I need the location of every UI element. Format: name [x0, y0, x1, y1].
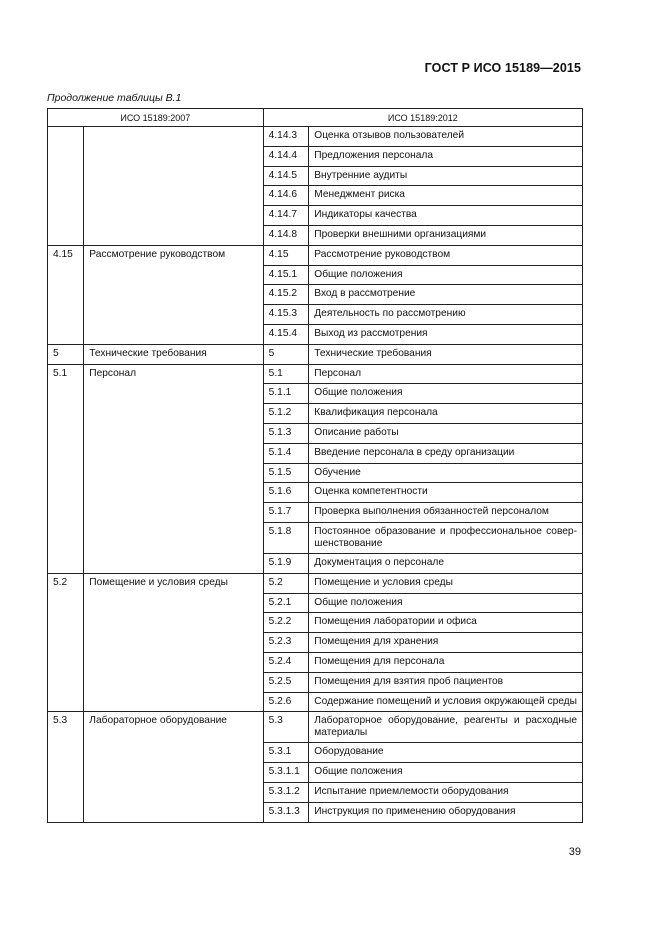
iso2007-clause-number: 4.15 [48, 245, 84, 344]
iso2012-clause-title: Помещения для хранения [309, 633, 583, 653]
iso2012-clause-number: 5.2.3 [263, 633, 309, 653]
iso2007-clause-title [84, 127, 263, 246]
iso2012-clause-number: 5.2.1 [263, 593, 309, 613]
iso2012-clause-title: Рассмотрение руководством [309, 245, 583, 265]
iso2012-clause-number: 5.2.6 [263, 692, 309, 712]
iso2012-clause-title: Оценка компетентности [309, 483, 583, 503]
iso2012-clause-title: Испытание приемлемости оборудования [309, 782, 583, 802]
iso2012-clause-number: 5.1.2 [263, 404, 309, 424]
iso2012-clause-number: 5.2.5 [263, 672, 309, 692]
iso2012-clause-title: Проверки внешними организациями [309, 225, 583, 245]
iso2012-clause-title: Персонал [309, 364, 583, 384]
iso2012-clause-number: 5.3 [263, 712, 309, 743]
iso2012-clause-number: 5.2 [263, 573, 309, 593]
iso2012-clause-number: 5.1.9 [263, 553, 309, 573]
table-row [48, 245, 583, 265]
iso2012-clause-title: Общие положения [309, 593, 583, 613]
iso2012-clause-number: 4.15.2 [263, 285, 309, 305]
table-row [48, 127, 583, 147]
iso2012-clause-title: Внутренние аудиты [309, 166, 583, 186]
iso2012-clause-number: 5.1.6 [263, 483, 309, 503]
iso2012-clause-title: Помещение и условия среды [309, 573, 583, 593]
iso2012-clause-number: 4.15.4 [263, 324, 309, 344]
table-row [48, 344, 583, 364]
iso2012-clause-title: Менеджмент риска [309, 186, 583, 206]
iso2007-clause-title: Технические требования [84, 344, 263, 364]
column-header-iso-2007: ИСО 15189:2007 [48, 109, 264, 127]
iso2012-clause-number: 5.1.7 [263, 503, 309, 523]
iso2012-clause-number: 4.14.5 [263, 166, 309, 186]
table-row [48, 712, 583, 743]
iso2012-clause-title: Постоянное образование и профессиональное совер-шенствование [309, 522, 583, 553]
iso2012-clause-title: Предложения персонала [309, 146, 583, 166]
table-caption: Продолжение таблицы В.1 [47, 92, 182, 104]
iso2012-clause-number: 4.15 [263, 245, 309, 265]
iso2007-clause-title: Лабораторное оборудование [84, 712, 263, 822]
iso2012-clause-title: Обучение [309, 463, 583, 483]
iso2012-clause-number: 5.1.3 [263, 423, 309, 443]
iso2012-clause-number: 5.3.1.1 [263, 763, 309, 783]
iso2012-clause-title: Описание работы [309, 423, 583, 443]
table-header-row [48, 109, 583, 127]
iso2012-clause-title: Проверка выполнения обязанностей персоналом [309, 503, 583, 523]
table-body [48, 127, 583, 823]
iso2012-clause-title: Инструкция по применению оборудования [309, 802, 583, 822]
document-standard-header: ГОСТ Р ИСО 15189—2015 [424, 61, 581, 75]
iso2007-clause-number [48, 127, 84, 246]
iso2007-clause-title: Помещение и условия среды [84, 573, 263, 712]
iso2012-clause-title: Лабораторное оборудование, реагенты и расходные материалы [309, 712, 583, 743]
iso2012-clause-number: 5.3.1 [263, 743, 309, 763]
iso2012-clause-title: Содержание помещений и условия окружающей среды [309, 692, 583, 712]
iso2012-clause-title: Вход в рассмотрение [309, 285, 583, 305]
iso2012-clause-number: 4.15.1 [263, 265, 309, 285]
page-number: 39 [568, 846, 581, 858]
iso2012-clause-number: 5.1.5 [263, 463, 309, 483]
iso2012-clause-title: Общие положения [309, 265, 583, 285]
iso2012-clause-number: 5.3.1.2 [263, 782, 309, 802]
iso2012-clause-title: Помещения для персонала [309, 652, 583, 672]
iso2012-clause-number: 4.14.8 [263, 225, 309, 245]
table-row [48, 364, 583, 384]
iso2012-clause-title: Введение персонала в среду организации [309, 443, 583, 463]
iso2012-clause-title: Общие положения [309, 763, 583, 783]
iso2007-clause-number: 5.2 [48, 573, 84, 712]
iso2012-clause-title: Оценка отзывов пользователей [309, 127, 583, 147]
iso2012-clause-number: 5.2.2 [263, 613, 309, 633]
column-header-iso-2012: ИСО 15189:2012 [263, 109, 582, 127]
iso2007-clause-number: 5.3 [48, 712, 84, 822]
correspondence-table [47, 108, 583, 823]
iso2012-clause-number: 5.1 [263, 364, 309, 384]
iso2012-clause-number: 4.14.6 [263, 186, 309, 206]
iso2007-clause-title: Рассмотрение руководством [84, 245, 263, 344]
iso2012-clause-title: Деятельность по рассмотрению [309, 305, 583, 325]
iso2012-clause-number: 4.14.7 [263, 206, 309, 226]
iso2012-clause-title: Технические требования [309, 344, 583, 364]
iso2012-clause-number: 5.1.8 [263, 522, 309, 553]
iso2012-clause-number: 5.3.1.3 [263, 802, 309, 822]
iso2012-clause-number: 5.2.4 [263, 652, 309, 672]
iso2012-clause-title: Выход из рассмотрения [309, 324, 583, 344]
iso2012-clause-title: Помещения лаборатории и офиса [309, 613, 583, 633]
iso2007-clause-title: Персонал [84, 364, 263, 573]
iso2012-clause-number: 4.15.3 [263, 305, 309, 325]
iso2012-clause-title: Оборудование [309, 743, 583, 763]
iso2007-clause-number: 5.1 [48, 364, 84, 573]
iso2012-clause-title: Общие положения [309, 384, 583, 404]
iso2012-clause-number: 4.14.3 [263, 127, 309, 147]
iso2012-clause-title: Помещения для взятия проб пациентов [309, 672, 583, 692]
iso2012-clause-number: 5.1.4 [263, 443, 309, 463]
iso2012-clause-title: Квалификация персонала [309, 404, 583, 424]
iso2012-clause-number: 4.14.4 [263, 146, 309, 166]
iso2012-clause-number: 5.1.1 [263, 384, 309, 404]
iso2007-clause-number: 5 [48, 344, 84, 364]
iso2012-clause-title: Индикаторы качества [309, 206, 583, 226]
table-row [48, 573, 583, 593]
iso2012-clause-number: 5 [263, 344, 309, 364]
iso2012-clause-title: Документация о персонале [309, 553, 583, 573]
